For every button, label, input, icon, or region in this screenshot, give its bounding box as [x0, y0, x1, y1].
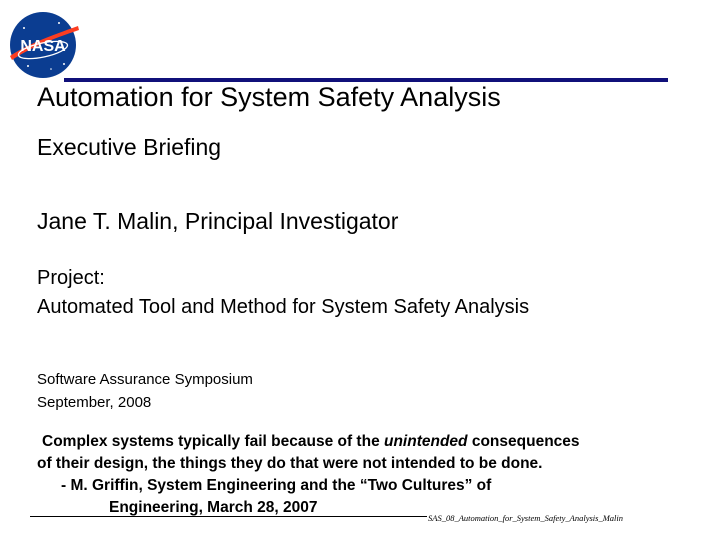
quote-line-1 [37, 431, 687, 453]
presenter-name: Jane T. Malin, Principal Investigator [37, 208, 399, 234]
quote-attribution: - M. Griffin, System Engineering and the “Two Cultures” of [61, 477, 492, 494]
footer-rule [30, 516, 427, 517]
quote-line-1-end: consequences [467, 433, 580, 450]
quote-attribution-date: Engineering, March 28, 2007 [109, 499, 318, 516]
project-label: Project: [37, 267, 105, 289]
quote-emphasis: unintended [384, 433, 468, 450]
quote-line-2: of their design, the things they do that were not intended to be done. [37, 455, 543, 472]
nasa-logo [4, 6, 82, 84]
event-name: Software Assurance Symposium [37, 371, 253, 388]
project-name: Automated Tool and Method for System Safety Analysis [37, 296, 530, 318]
quote-line-1-start: Complex systems typically fail because of the [42, 433, 384, 450]
project-block [37, 264, 529, 322]
nasa-logo-text: NASA [20, 38, 66, 55]
event-date: September, 2008 [37, 394, 152, 411]
slide-subtitle: Executive Briefing [37, 134, 222, 160]
slide-title: Automation for System Safety Analysis [37, 82, 501, 112]
footer-filename: SAS_08_Automation_for_System_Safety_Analysis_Malin [428, 513, 624, 523]
event-block [37, 368, 253, 414]
quote-block [37, 431, 687, 519]
